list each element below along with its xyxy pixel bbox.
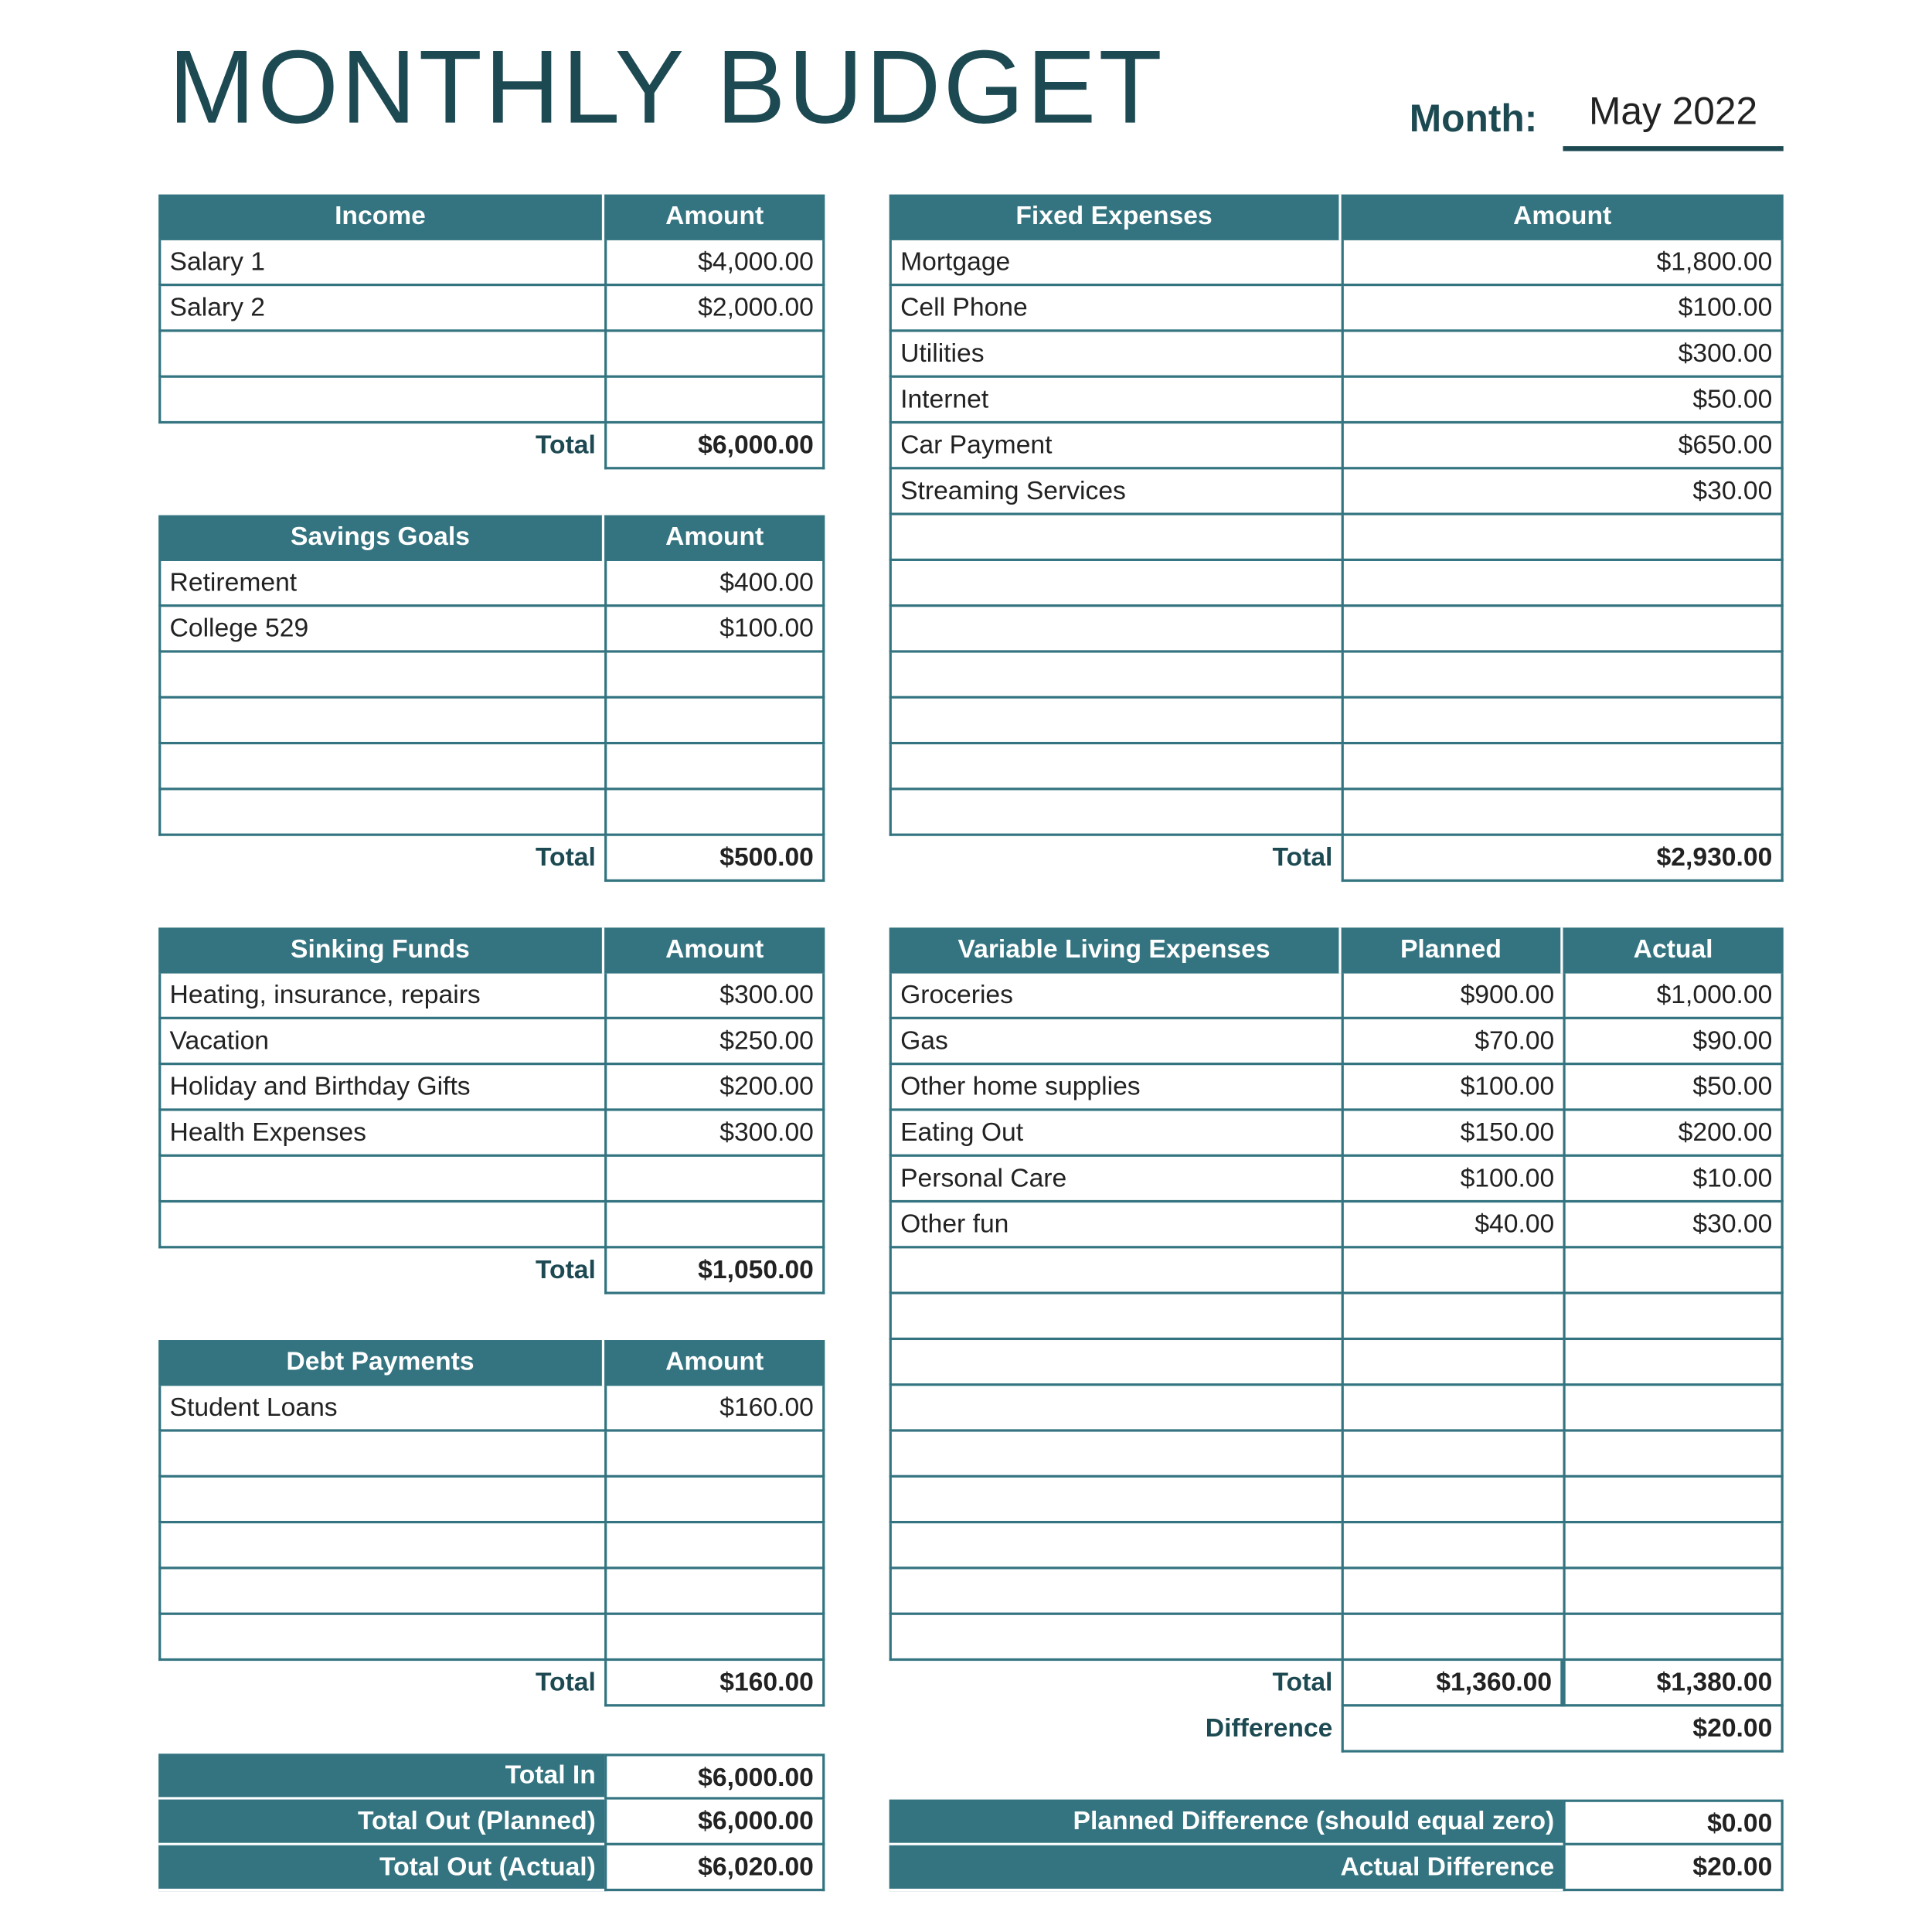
item-cell[interactable]: Internet: [889, 378, 1342, 423]
item-cell[interactable]: [889, 1523, 1342, 1569]
amount-cell[interactable]: $90.00: [1563, 1019, 1783, 1065]
total-value: $500.00: [604, 836, 825, 882]
amount-cell[interactable]: $100.00: [1342, 286, 1784, 332]
table-row: [158, 699, 825, 744]
table-row: [158, 240, 825, 286]
item-cell[interactable]: [889, 1478, 1342, 1523]
amount-cell[interactable]: [1342, 561, 1784, 607]
difference-value: $20.00: [1342, 1706, 1784, 1752]
amount-cell[interactable]: [1563, 1340, 1783, 1386]
amount-cell[interactable]: $400.00: [604, 561, 825, 607]
amount-cell[interactable]: [1342, 744, 1784, 790]
amount-cell[interactable]: [1563, 1569, 1783, 1614]
amount-cell[interactable]: $900.00: [1342, 974, 1563, 1019]
item-cell[interactable]: [889, 561, 1342, 607]
summary-label: Planned Difference (should equal zero): [889, 1800, 1563, 1845]
amount-cell[interactable]: $30.00: [1342, 469, 1784, 515]
item-cell[interactable]: [889, 1294, 1342, 1340]
difference-row: [889, 1706, 1784, 1752]
total-label: Total: [535, 430, 596, 460]
table-header: [158, 927, 825, 973]
summary-value: $20.00: [1563, 1845, 1783, 1891]
item-cell[interactable]: [158, 332, 604, 377]
item-cell[interactable]: Utilities: [889, 332, 1342, 377]
total-label: Total: [535, 1256, 596, 1284]
column-header: Variable Living Expenses: [889, 927, 1342, 973]
item-cell[interactable]: [889, 699, 1342, 744]
table-body: [158, 1386, 825, 1661]
total-label: Total: [535, 1668, 596, 1697]
total-value: $6,000.00: [604, 423, 825, 469]
column-header: Amount: [604, 927, 825, 973]
summary-row: [889, 1800, 1784, 1845]
amount-cell[interactable]: $4,000.00: [604, 240, 825, 286]
amount-cell[interactable]: $50.00: [1342, 378, 1784, 423]
amount-cell[interactable]: [604, 1615, 825, 1661]
table-row: [889, 744, 1784, 790]
table-row: [889, 974, 1784, 1019]
item-cell[interactable]: [889, 1569, 1342, 1614]
amount-cell[interactable]: [1563, 1478, 1783, 1523]
table-row: [158, 653, 825, 699]
amount-cell[interactable]: $70.00: [1342, 1019, 1563, 1065]
amount-cell[interactable]: [1342, 1615, 1563, 1661]
amount-cell[interactable]: $300.00: [604, 974, 825, 1019]
table-row: [158, 1615, 825, 1661]
table-row: [889, 1248, 1784, 1294]
total-row: [158, 423, 825, 469]
amount-cell[interactable]: [1563, 1294, 1783, 1340]
item-cell[interactable]: Mortgage: [889, 240, 1342, 286]
table-row: [889, 378, 1784, 423]
item-cell[interactable]: [158, 744, 604, 790]
amount-cell[interactable]: [604, 1202, 825, 1248]
table-row: [158, 332, 825, 377]
table-row: [158, 1386, 825, 1431]
table-row: [158, 1569, 825, 1614]
item-cell[interactable]: [889, 790, 1342, 835]
item-cell[interactable]: [158, 1523, 604, 1569]
column-header: Debt Payments: [158, 1340, 604, 1386]
table-row: [158, 607, 825, 652]
amount-cell[interactable]: $650.00: [1342, 423, 1784, 469]
amount-cell[interactable]: [1342, 515, 1784, 561]
table-header: [158, 515, 825, 561]
table-row: [889, 699, 1784, 744]
amount-cell[interactable]: [1563, 1523, 1783, 1569]
amount-cell[interactable]: [1342, 1569, 1563, 1614]
item-cell[interactable]: Personal Care: [889, 1157, 1342, 1202]
summary-row: [158, 1753, 825, 1799]
item-cell[interactable]: [158, 1478, 604, 1523]
table-row: [158, 1157, 825, 1202]
amount-cell[interactable]: [1342, 790, 1784, 835]
table-row: [889, 1615, 1784, 1661]
amount-cell[interactable]: [604, 790, 825, 835]
item-cell[interactable]: [158, 1202, 604, 1248]
total-label: Total: [535, 843, 596, 872]
table-row: [889, 790, 1784, 835]
table-row: [889, 1111, 1784, 1157]
table-row: [889, 469, 1784, 515]
item-cell[interactable]: College 529: [158, 607, 604, 652]
total-actual: $1,380.00: [1563, 1661, 1783, 1706]
item-cell[interactable]: [158, 1569, 604, 1614]
savings-goals-table: [158, 515, 825, 882]
column-header: Savings Goals: [158, 515, 604, 561]
sinking-funds-table: [158, 927, 825, 1294]
table-row: [889, 653, 1784, 699]
table-row: [889, 515, 1784, 561]
total-value: $2,930.00: [1342, 836, 1784, 882]
summary-value: $0.00: [1563, 1800, 1783, 1845]
summary-label: Total In: [158, 1753, 604, 1799]
table-row: [889, 1478, 1784, 1523]
table-row: [889, 1019, 1784, 1065]
amount-cell[interactable]: [1563, 1432, 1783, 1478]
table-body: [158, 561, 825, 836]
table-row: [158, 790, 825, 835]
amount-cell[interactable]: [604, 378, 825, 423]
income-table: [158, 195, 825, 470]
item-cell[interactable]: [889, 1432, 1342, 1478]
table-row: [889, 240, 1784, 286]
table-row: [158, 1478, 825, 1523]
difference-label: Difference: [1205, 1713, 1333, 1743]
table-row: [158, 1065, 825, 1111]
variable-expenses-table: [889, 927, 1784, 1752]
amount-cell[interactable]: $200.00: [604, 1065, 825, 1111]
item-cell[interactable]: Car Payment: [889, 423, 1342, 469]
table-row: [889, 561, 1784, 607]
column-header: Actual: [1563, 927, 1783, 973]
item-cell[interactable]: [158, 699, 604, 744]
table-row: [889, 607, 1784, 652]
item-cell[interactable]: [158, 1432, 604, 1478]
table-row: [158, 1523, 825, 1569]
item-cell[interactable]: [889, 1340, 1342, 1386]
table-header: [158, 1340, 825, 1386]
total-row: [889, 1661, 1784, 1706]
item-cell[interactable]: [889, 653, 1342, 699]
page-title: MONTHLY BUDGET: [168, 28, 1165, 145]
column-header: Income: [158, 195, 604, 240]
item-cell[interactable]: Eating Out: [889, 1111, 1342, 1157]
total-value: $1,050.00: [604, 1248, 825, 1294]
total-row: [158, 836, 825, 882]
amount-cell[interactable]: [1563, 1386, 1783, 1431]
item-cell[interactable]: [889, 744, 1342, 790]
table-row: [889, 286, 1784, 332]
amount-cell[interactable]: [604, 332, 825, 377]
amount-cell[interactable]: [604, 1157, 825, 1202]
column-header: Amount: [604, 195, 825, 240]
table-row: [158, 974, 825, 1019]
amount-cell[interactable]: $160.00: [604, 1386, 825, 1431]
summary-totals: [158, 1753, 825, 1891]
item-cell[interactable]: Groceries: [889, 974, 1342, 1019]
summary-differences: [889, 1800, 1784, 1892]
item-cell[interactable]: [889, 515, 1342, 561]
summary-row: [158, 1845, 825, 1891]
amount-cell[interactable]: [1342, 1340, 1563, 1386]
table-row: [158, 1019, 825, 1065]
item-cell[interactable]: [158, 790, 604, 835]
table-header: [889, 927, 1784, 973]
amount-cell[interactable]: [604, 1478, 825, 1523]
summary-value: $6,020.00: [604, 1845, 825, 1891]
table-header: [158, 195, 825, 240]
item-cell[interactable]: Student Loans: [158, 1386, 604, 1431]
table-row: [889, 1386, 1784, 1431]
total-planned: $1,360.00: [1342, 1661, 1563, 1706]
item-cell[interactable]: Health Expenses: [158, 1111, 604, 1157]
item-cell[interactable]: [158, 1157, 604, 1202]
item-cell[interactable]: [158, 653, 604, 699]
table-row: [889, 1569, 1784, 1614]
total-row: [158, 1248, 825, 1294]
table-row: [158, 378, 825, 423]
amount-cell[interactable]: [1342, 1432, 1563, 1478]
column-header: Fixed Expenses: [889, 195, 1342, 240]
item-cell[interactable]: Salary 2: [158, 286, 604, 332]
item-cell[interactable]: [158, 1615, 604, 1661]
table-row: [158, 1202, 825, 1248]
column-header: Sinking Funds: [158, 927, 604, 973]
summary-row: [158, 1800, 825, 1845]
amount-cell[interactable]: [1342, 1386, 1563, 1431]
column-header: Amount: [604, 515, 825, 561]
total-value: $160.00: [604, 1661, 825, 1706]
amount-cell[interactable]: $1,000.00: [1563, 974, 1783, 1019]
item-cell[interactable]: Other home supplies: [889, 1065, 1342, 1111]
table-row: [158, 286, 825, 332]
amount-cell[interactable]: [1342, 607, 1784, 652]
item-cell[interactable]: Vacation: [158, 1019, 604, 1065]
item-cell[interactable]: [889, 1248, 1342, 1294]
amount-cell[interactable]: $40.00: [1342, 1202, 1563, 1248]
table-row: [889, 1294, 1784, 1340]
table-body: [158, 974, 825, 1249]
total-label: Total: [1272, 843, 1333, 872]
table-row: [889, 1065, 1784, 1111]
amount-cell[interactable]: $50.00: [1563, 1065, 1783, 1111]
amount-cell[interactable]: [1342, 699, 1784, 744]
amount-cell[interactable]: $100.00: [1342, 1065, 1563, 1111]
month-label: Month:: [1409, 97, 1538, 141]
amount-cell[interactable]: [604, 744, 825, 790]
amount-cell[interactable]: [604, 653, 825, 699]
table-row: [158, 744, 825, 790]
summary-value: $6,000.00: [604, 1753, 825, 1799]
amount-cell[interactable]: [1342, 1294, 1563, 1340]
table-row: [889, 332, 1784, 377]
amount-cell[interactable]: [1342, 1523, 1563, 1569]
item-cell[interactable]: Heating, insurance, repairs: [158, 974, 604, 1019]
item-cell[interactable]: Holiday and Birthday Gifts: [158, 1065, 604, 1111]
table-row: [889, 1340, 1784, 1386]
table-row: [889, 1523, 1784, 1569]
table-row: [158, 561, 825, 607]
amount-cell[interactable]: [1342, 653, 1784, 699]
table-row: [889, 423, 1784, 469]
item-cell[interactable]: Other fun: [889, 1202, 1342, 1248]
item-cell[interactable]: Gas: [889, 1019, 1342, 1065]
total-row: [158, 1661, 825, 1706]
item-cell[interactable]: Cell Phone: [889, 286, 1342, 332]
table-header: [889, 195, 1784, 240]
amount-cell[interactable]: $2,000.00: [604, 286, 825, 332]
table-body: [889, 240, 1784, 836]
column-header: Planned: [1342, 927, 1563, 973]
amount-cell[interactable]: $100.00: [1342, 1157, 1563, 1202]
summary-value: $6,000.00: [604, 1800, 825, 1845]
table-row: [158, 1432, 825, 1478]
amount-cell[interactable]: [1342, 1478, 1563, 1523]
amount-cell[interactable]: [604, 1569, 825, 1614]
month-input[interactable]: May 2022: [1563, 89, 1783, 151]
table-body: [158, 240, 825, 423]
amount-cell[interactable]: $200.00: [1563, 1111, 1783, 1157]
fixed-expenses-table: [889, 195, 1784, 882]
total-row: [889, 836, 1784, 882]
amount-cell[interactable]: $300.00: [604, 1111, 825, 1157]
table-row: [889, 1202, 1784, 1248]
amount-cell[interactable]: $10.00: [1563, 1157, 1783, 1202]
amount-cell[interactable]: [1563, 1615, 1783, 1661]
amount-cell[interactable]: [604, 699, 825, 744]
summary-label: Total Out (Actual): [158, 1845, 604, 1891]
table-row: [889, 1432, 1784, 1478]
item-cell[interactable]: Salary 1: [158, 240, 604, 286]
amount-cell[interactable]: $100.00: [604, 607, 825, 652]
summary-row: [889, 1845, 1784, 1891]
amount-cell[interactable]: [604, 1523, 825, 1569]
amount-cell[interactable]: $1,800.00: [1342, 240, 1784, 286]
item-cell[interactable]: Retirement: [158, 561, 604, 607]
amount-cell[interactable]: $150.00: [1342, 1111, 1563, 1157]
summary-label: Actual Difference: [889, 1845, 1563, 1891]
amount-cell[interactable]: [1342, 1248, 1563, 1294]
table-row: [158, 1111, 825, 1157]
item-cell[interactable]: [889, 1615, 1342, 1661]
item-cell[interactable]: [889, 1386, 1342, 1431]
summary-label: Total Out (Planned): [158, 1800, 604, 1845]
amount-cell[interactable]: [1563, 1248, 1783, 1294]
item-cell[interactable]: [889, 607, 1342, 652]
amount-cell[interactable]: $250.00: [604, 1019, 825, 1065]
amount-cell[interactable]: [604, 1432, 825, 1478]
total-label: Total: [1272, 1668, 1333, 1697]
table-body: [889, 974, 1784, 1661]
item-cell[interactable]: Streaming Services: [889, 469, 1342, 515]
column-header: Amount: [604, 1340, 825, 1386]
amount-cell[interactable]: $300.00: [1342, 332, 1784, 377]
amount-cell[interactable]: $30.00: [1563, 1202, 1783, 1248]
table-row: [889, 1157, 1784, 1202]
column-header: Amount: [1342, 195, 1784, 240]
debt-payments-table: [158, 1340, 825, 1706]
item-cell[interactable]: [158, 378, 604, 423]
